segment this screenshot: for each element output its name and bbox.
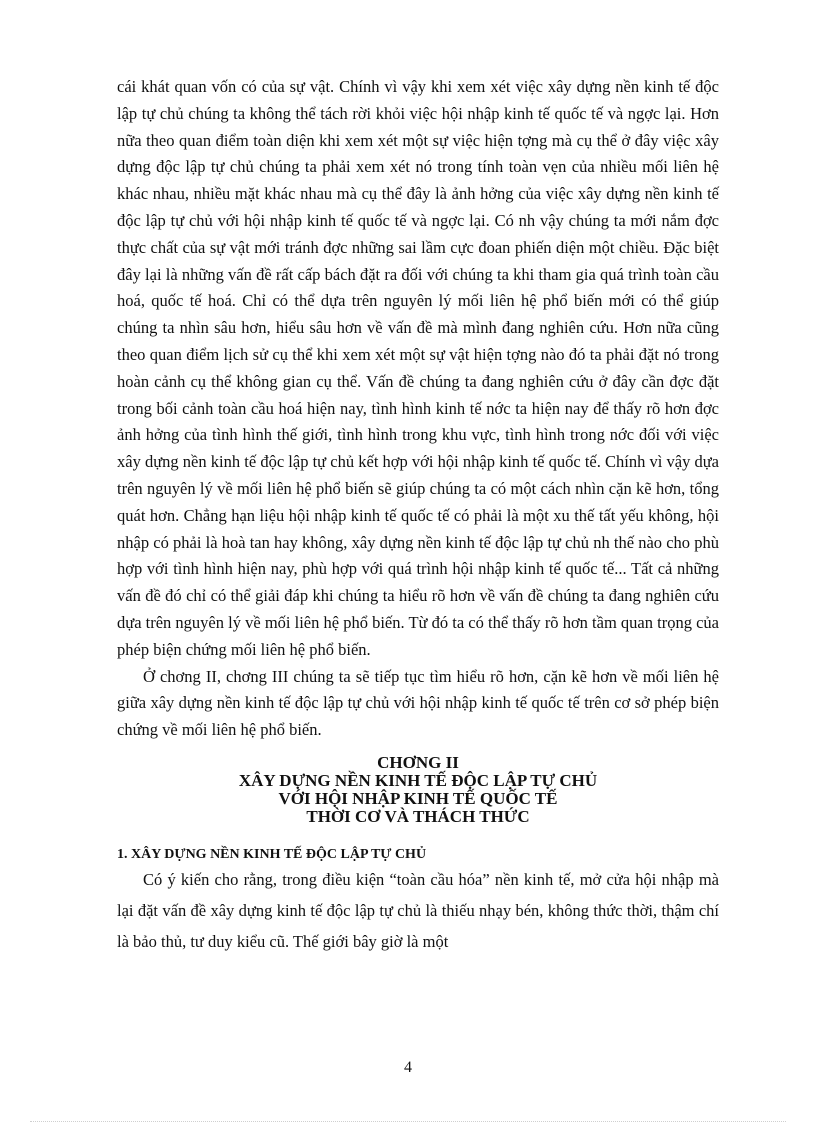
chapter-heading [117,754,719,826]
chapter-title-line-1: XÂY DỰNG NỀN KINH TẾ ĐỘC LẬP TỰ CHỦ [238,770,598,790]
page-body [117,74,719,957]
chapter-title-line-3: THỜI CƠ VÀ THÁCH THỨC [306,806,530,826]
body-paragraph-3: Có ý kiến cho rằng, trong điều kiện “toàn cầu hóa” nền kinh tế, mở cửa hội nhập mà lại đặt vấn đề xây dựng kinh tế độc lập tự chủ là thiếu nhạy bén, không thức thời, thậm chí là bảo thủ, tư duy kiểu cũ. Thế giới bây giờ là một [117,869,719,951]
section-heading: 1. XÂY DỰNG NỀN KINH TẾ ĐỘC LẬP TỰ CHỦ [117,846,427,862]
body-paragraph-1: cái khát quan vốn có của sự vật. Chính vì vậy khi xem xét việc xây dựng nền kinh tế độc lập tự chủ chúng ta không thể tách rời khỏi việc hội nhập kinh tế quốc tế và ngợc lại. Hơn nữa theo quan điểm toàn diện khi xem xét một sự việc hiện tợng mà cụ thể ở đây việc xây dựng độc lập tự chủ chúng ta phải xem xét nó trong tính toàn vẹn của nhiều mối liên hệ khác nhau, nhiều mặt khác nhau mà cụ thể đây là ảnh hởng của việc xây dựng nền kinh tế độc lập tự chủ với hội nhập kinh tế quốc tế và ngợc lại. Có nh vậy chúng ta mới nắm đợc thực chất của sự vật mới tránh đợc những sai lầm cực đoan phiến diện một chiều. Đặc biệt đây lại là những vấn đề rất cấp bách đặt ra đối với chúng ta khi tham gia quá trình toàn cầu hoá, quốc tế hoá. Chỉ có thể dựa trên nguyên lý mối liên hệ phổ biến mới có thể giúp chúng ta nhìn sâu hơn, hiểu sâu hơn về vấn đề mà mình đang nghiên cứu. Hơn nữa cũng theo quan điểm lịch sử cụ thể khi xem xét một sự vật hiện tợng nào đó ta phải đặt nó trong hoàn cảnh cụ thể không gian cụ thể. Vấn đề chúng ta đang nghiên cứu ở đây cần đợc đặt trong bối cảnh toàn cầu hoá hiện nay, tình hình kinh tế nớc ta hiện nay để thấy rõ hơn đợc ảnh hởng của tình hình thế giới, tình hình trong khu vực, tình hình trong nớc đối với việc xây dựng nền kinh tế độc lập tự chủ kết hợp với hội nhập kinh tế quốc tế. Chính vì vậy dựa trên nguyên lý về mối liên hệ phổ biến sẽ giúp chúng ta có một cách nhìn cặn kẽ hơn, tổng quát hơn. Chẳng hạn liệu hội nhập kinh tế quốc tế có phải là một xu thế tất yếu không, hội nhập có phải là hoà tan hay không, xây dựng nền kinh tế độc lập tự chủ nh thế nào cho phù hợp với tình hình hiện nay, phù hợp với quá trình hội nhập kinh tế quốc tế... Tất cả những vấn đề đó chỉ có thể giải đáp khi chúng ta hiểu rõ hơn về vấn đề chúng ta đang nghiên cứu dựa trên nguyên lý về mối liên hệ phổ biến. Từ đó ta có thể thấy rõ hơn tầm quan trọng của phép biện chứng mối liên hệ phổ biến. [117,77,719,659]
body-paragraph-2: Ở chơng II, chơng III chúng ta sẽ tiếp tục tìm hiểu rõ hơn, cặn kẽ hơn về mối liên hệ giữa xây dựng nền kinh tế độc lập tự chủ với hội nhập kinh tế quốc tế trên cơ sở phép biện chứng về mối liên hệ phổ biến. [117,666,719,740]
page-bottom-divider [30,1121,786,1122]
page-number: 4 [404,1059,412,1076]
chapter-title-line-2: VỚI HỘI NHẬP KINH TẾ QUỐC TẾ [278,788,558,808]
chapter-label: CHƠNG II [377,752,459,772]
